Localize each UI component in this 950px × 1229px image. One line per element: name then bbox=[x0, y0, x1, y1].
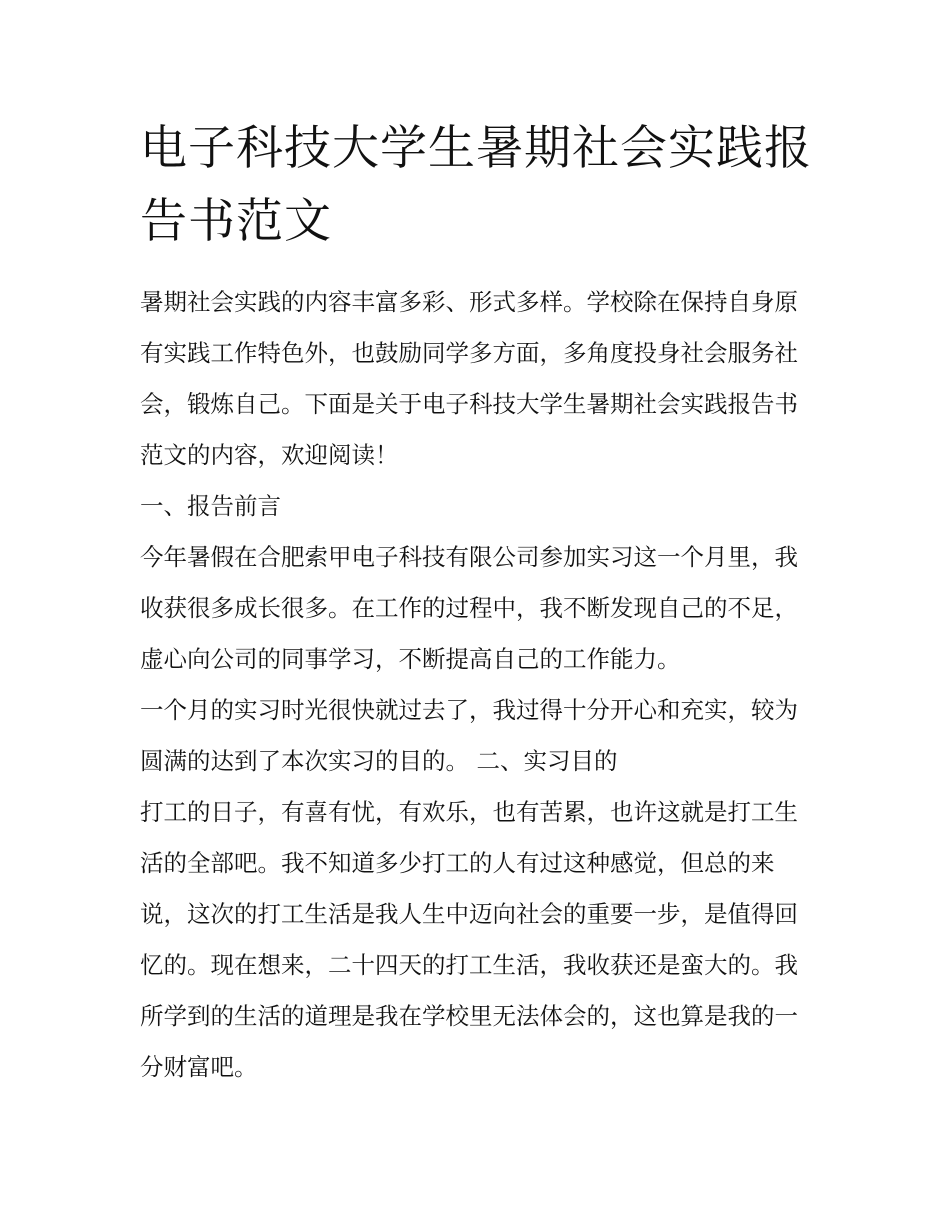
section-heading-preface: 一、报告前言 bbox=[140, 492, 281, 520]
document-body bbox=[140, 277, 820, 1093]
body-paragraph: 一个月的实习时光很快就过去了，我过得十分开心和充实，较为圆满的达到了本次实习的目的。 二、实习目的 bbox=[140, 696, 798, 775]
intro-paragraph: 暑期社会实践的内容丰富多彩、形式多样。学校除在保持自身原有实践工作特色外，也鼓励同学多方面，多角度投身社会服务社会，锻炼自己。下面是关于电子科技大学生暑期社会实践报告书范文的内容，欢迎阅读！ bbox=[140, 288, 798, 469]
body-paragraph: 今年暑假在合肥索甲电子科技有限公司参加实习这一个月里，我收获很多成长很多。在工作的过程中，我不断发现自己的不足，虚心向公司的同事学习，不断提高自己的工作能力。 bbox=[140, 543, 798, 673]
body-paragraph: 打工的日子，有喜有忧，有欢乐，也有苦累，也许这就是打工生活的全部吧。我不知道多少打工的人有过这种感觉，但总的来说，这次的打工生活是我人生中迈向社会的重要一步，是值得回忆的。现在想来，二十四天的打工生活，我收获还是蛮大的。我所学到的生活的道理是我在学校里无法体会的，这也算是我的一分财富吧。 bbox=[140, 798, 798, 1081]
document-title: 电子科技大学生暑期社会实践报告书范文 bbox=[140, 121, 812, 249]
